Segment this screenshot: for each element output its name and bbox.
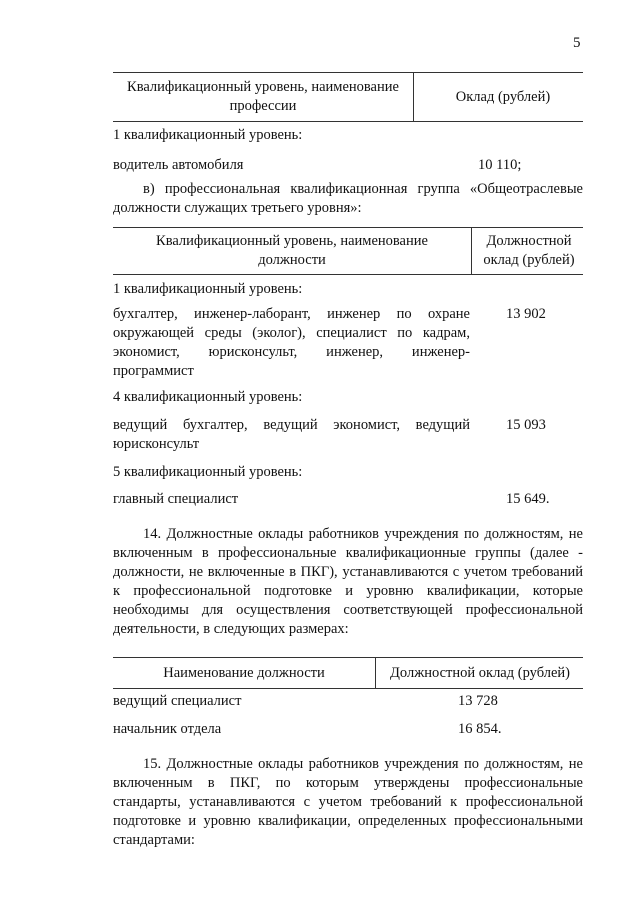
table2-level-5: 5 квалификационный уровень: — [113, 464, 303, 480]
table3-header — [113, 657, 583, 689]
table1-header — [113, 72, 583, 122]
table1-row-value: 10 110; — [478, 157, 522, 173]
table3-col-divider — [375, 658, 376, 688]
table3-row2-label: начальник отдела — [113, 721, 222, 737]
table2-col1-header: Квалификационный уровень, наименование должности — [156, 233, 428, 268]
table1-row-label: водитель автомобиля — [113, 157, 244, 173]
table1-col2-header: Оклад (рублей) — [455, 88, 551, 105]
table2-row4-value: 15 093 — [506, 417, 546, 433]
paragraph-b: в) профессиональная квалификационная группа «Общеотраслевые должности служащих третьего уровня»: — [113, 181, 583, 216]
table2-row1-label: бухгалтер, инженер-лаборант, инженер по охране окружающей среды (эколог), специалист по кадрам, экономист, юрисконсульт, инженер, инженер-программист — [113, 306, 470, 379]
table2-row5-label: главный специалист — [113, 491, 239, 507]
table2-row1-value: 13 902 — [506, 306, 546, 322]
table3-row2-value: 16 854. — [458, 721, 502, 737]
table2-col-divider — [471, 228, 472, 274]
paragraph-15: 15. Должностные оклады работников учреждения по должностям, не включенным в ПКГ, по которым утверждены профессиональные стандарты, устанавливаются с учетом требований к профессиональной подготовке и уровню квалификации, определенных профессиональными стандартами: — [113, 756, 583, 848]
table1-level-1: 1 квалификационный уровень: — [113, 127, 303, 143]
table3-row1-value: 13 728 — [458, 693, 498, 709]
table2-row5-value: 15 649. — [506, 491, 550, 507]
table3-col2-header: Должностной оклад (рублей) — [390, 664, 570, 681]
table3-col1-header: Наименование должности — [163, 664, 325, 681]
table1-col1-header: Квалификационный уровень, наименование профессии — [127, 79, 399, 114]
table2-header — [113, 227, 583, 275]
table2-level-4: 4 квалификационный уровень: — [113, 389, 303, 405]
table2-col2-header: Должностной оклад (рублей) — [483, 233, 575, 268]
table2-level-1: 1 квалификационный уровень: — [113, 281, 303, 297]
table2-row4-label: ведущий бухгалтер, ведущий экономист, ведущий юрисконсульт — [113, 417, 470, 452]
paragraph-14: 14. Должностные оклады работников учреждения по должностям, не включенным в профессиональные квалификационные группы (далее - должности, не включенные в ПКГ), устанавливаются с учетом требований к профессиональной подготовке и уровню квалификации, которые необходимы для осуществления соответствующей профессиональной деятельности, в следующих размерах: — [113, 526, 583, 637]
page-number: 5 — [573, 35, 581, 51]
table3-row1-label: ведущий специалист — [113, 693, 242, 709]
table1-col-divider — [413, 73, 414, 121]
